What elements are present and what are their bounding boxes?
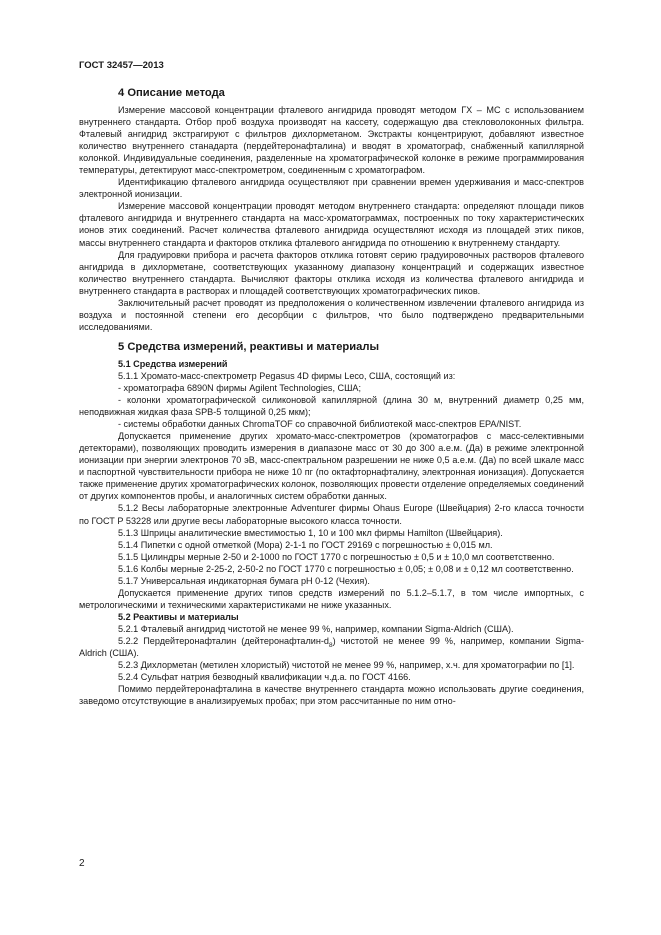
paragraph: Допускается применение других хромато-масс-спектрометров (хроматографов с масс-селективными детекторами), позволяющих проводить измерения в диапазоне масс от 30 до 300 а.е.м. (Да) в режиме электронной ионизации при энергии электронов 70 эВ, масс-спектральном разрешении не ниже 0,5 а.е.м. (Да) по всей шкале масс и паспортной чувствительности прибора не ниже 10 пг (по октафторнафталину, электронная ионизация). Допускается также применение других хроматографических колонок, позволяющих провести отделение определяемых соединений от других компонентов пробы, и аналогичных систем обработки данных. (79, 431, 584, 502)
section-4-title: 4 Описание метода (118, 87, 225, 99)
paragraph: 5.1.3 Шприцы аналитические вместимостью 1, 10 и 100 мкл фирмы Hamilton (Швейцария). (118, 527, 503, 538)
standard-header: ГОСТ 32457—2013 (79, 60, 164, 71)
paragraph: 5.2.3 Дихлорметан (метилен хлористый) чистотой не менее 99 %, например, х.ч. для хроматографии по [1]. (118, 660, 575, 671)
subsection-5-2-title: 5.2 Реактивы и материалы (118, 611, 239, 622)
list-item: - хроматографа 6890N фирмы Agilent Technologies, США; (118, 382, 361, 393)
paragraph: 5.1.5 Цилиндры мерные 2-50 и 2-1000 по ГОСТ 1770 с погрешностью ± 0,5 и ± 10,0 мл соответственно. (118, 551, 555, 562)
list-item: - колонки хроматографической силиконовой капиллярной (длина 30 м, внутренний диаметр 0,25 мм, неподвижная жидкая фаза SPB-5 толщиной 0,25 мкм); (79, 395, 584, 418)
paragraph: Заключительный расчет проводят из предположения о количественном извлечении фталевого ангидрида из воздуха и постоянной степени его десорбции с фильтров, что было подтверждено предварительными исследованиями. (79, 297, 584, 332)
document-body (79, 86, 584, 707)
paragraph: 5.2.4 Сульфат натрия безводный квалификации ч.д.а. по ГОСТ 4166. (118, 672, 411, 683)
paragraph (79, 635, 584, 659)
paragraph: Измерение массовой концентрации проводят методом внутреннего стандарта: определяют площади пиков фталевого ангидрида и внутреннего стандарта на масс-хроматограммах, построенных по току характеристических ионов этих соединений. Расчет количества фталевого ангидрида осуществляют исходя из площадей этих пиков, массы внутреннего стандарта и факторов отклика фталевого ангидрида по отношению к внутреннему стандарту. (79, 201, 584, 248)
paragraph: 5.1.6 Колбы мерные 2-25-2, 2-50-2 по ГОСТ 1770 с погрешностью ± 0,05; ± 0,08 и ± 0,12 мл соответственно. (118, 563, 574, 574)
paragraph: Для градуировки прибора и расчета факторов отклика готовят серию градуировочных растворов фталевого ангидрида в дихлорметане, соответствующих указанному диапазону концентраций и содержащих известное количество внутреннего стандарта. Вычисляют факторы отклика исходя из количества фталевого ангидрида и внутреннего стандарта в растворах и площадей соответствующих хроматографических пиков. (79, 249, 584, 296)
subscript: 8 (328, 641, 333, 649)
subsection-5-1-title: 5.1 Средства измерений (118, 358, 228, 369)
paragraph: 5.1.4 Пипетки с одной отметкой (Мора) 2-1-1 по ГОСТ 29169 с погрешностью ± 0,015 мл. (118, 539, 493, 550)
list-item: - системы обработки данных ChromaTOF со справочной библиотекой масс-спектров EPA/NIST. (118, 419, 522, 430)
text-run: 5.2.2 Пердейтеронафталин (дейтеронафталин-d (118, 635, 329, 646)
paragraph: 5.1.7 Универсальная индикаторная бумага рН 0-12 (Чехия). (118, 575, 370, 586)
paragraph: 5.1.2 Весы лабораторные электронные Adventurer фирмы Ohaus Europe (Швейцария) 2-го класса точности по ГОСТ Р 53228 или другие весы лабораторные высокого класса точности. (79, 503, 584, 526)
paragraph: Идентификацию фталевого ангидрида осуществляют при сравнении времен удерживания и масс-спектров электронной ионизации. (79, 177, 584, 200)
paragraph: Помимо пердейтеронафталина в качестве внутреннего стандарта можно использовать другие соединения, заведомо отсутствующие в анализируемых пробах; при этом рассчитанные по ним отно- (79, 684, 584, 707)
page-number: 2 (79, 858, 85, 869)
paragraph: Измерение массовой концентрации фталевого ангидрида проводят методом ГХ – МС с использованием внутреннего стандарта. Отбор проб воздуха производят на кассету, содержащую два стекловолоконных фильтра. Фталевый ангидрид экстрагируют с фильтров дихлорметаном. Экстракты концентрируют, добавляют известное количество внутреннего станадарта (пердейтеронафталина) и вводят в хроматограф, снабженный капиллярной колонкой. Индивидуальные соединения, разделенные на хроматографической колонке в режиме программирования температуры, детектируют масс-спектрометром, соединенным с хроматографом. (79, 105, 584, 176)
text-run: ) чистотой не менее 99 %, например, компании Sigma-Aldrich (США). (79, 635, 584, 659)
paragraph: 5.1.1 Хромато-масс-спектрометр Pegasus 4D фирмы Leco, США, состоящий из: (118, 370, 456, 381)
section-5-title: 5 Средства измерений, реактивы и материалы (118, 340, 380, 353)
paragraph: Допускается применение других типов средств измерений по 5.1.2–5.1.7, в том числе импортных, с метрологическими и техническими характеристиками не ниже указанных. (79, 587, 584, 610)
paragraph: 5.2.1 Фталевый ангидрид чистотой не менее 99 %, например, компании Sigma-Aldrich (США). (118, 623, 514, 634)
